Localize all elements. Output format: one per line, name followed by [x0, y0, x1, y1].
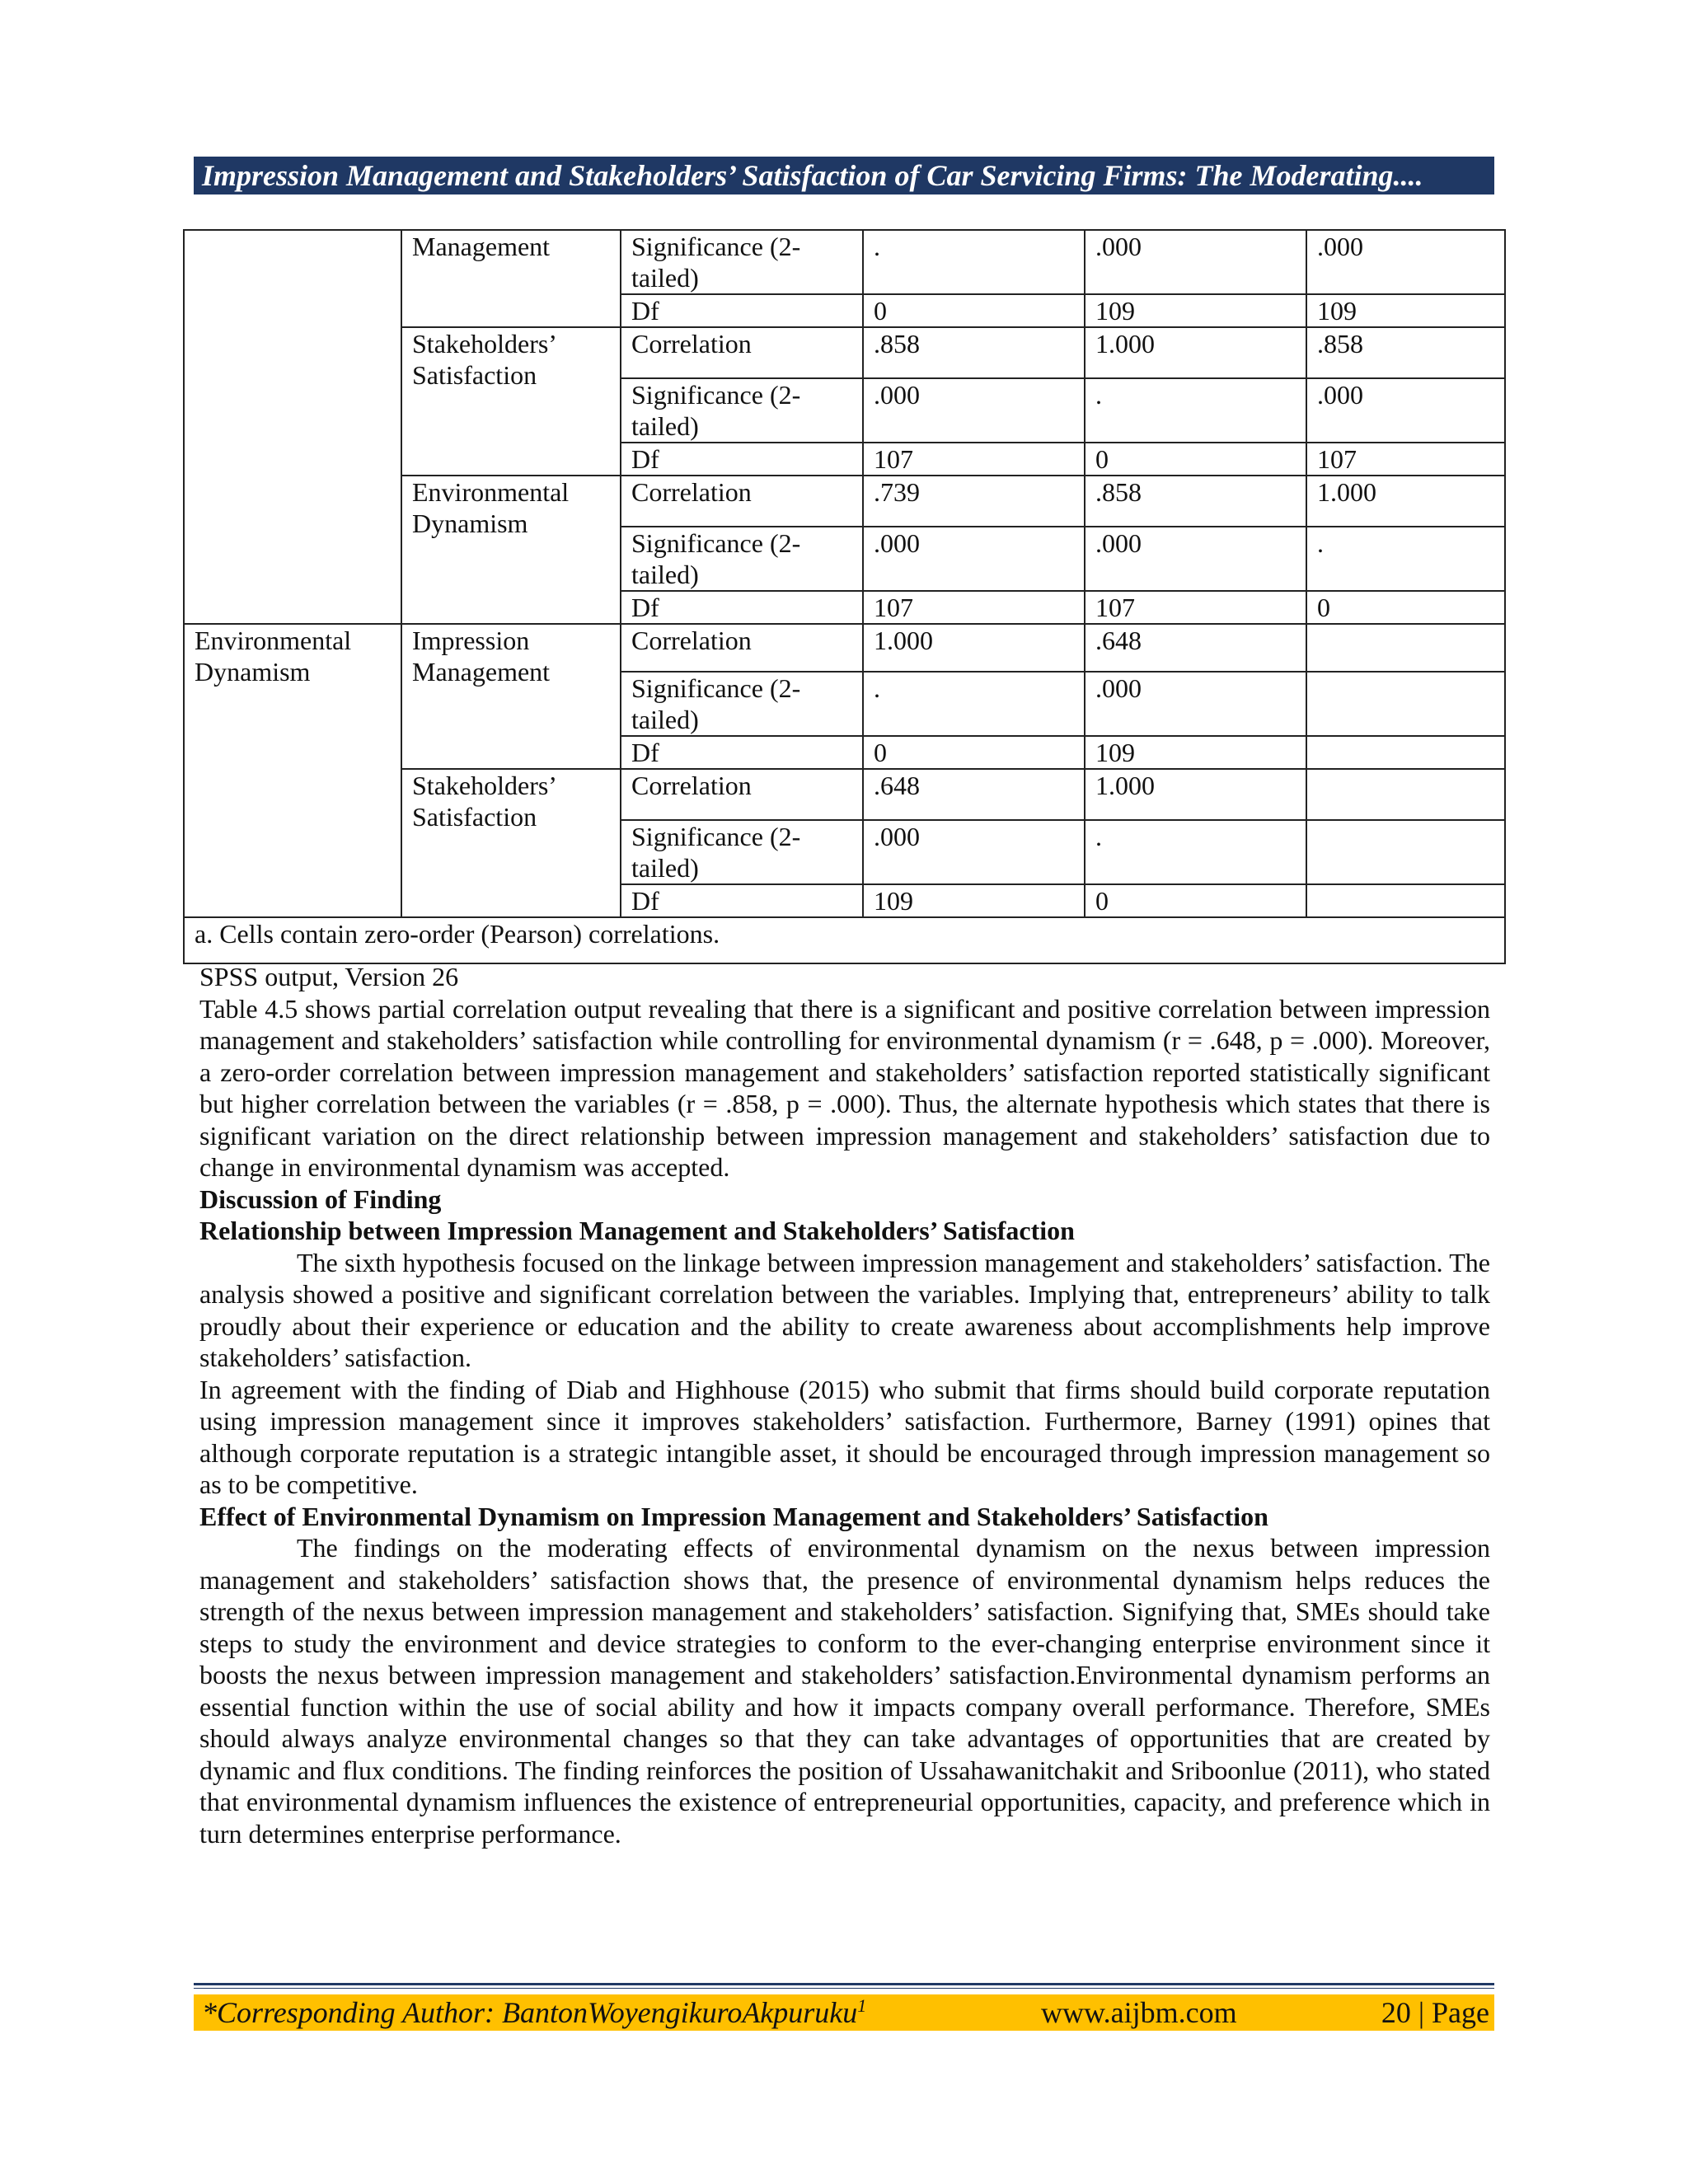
table-row	[184, 624, 1505, 672]
cell: 1.000	[863, 624, 1085, 672]
table-source: SPSS output, Version 26	[199, 962, 459, 991]
cell: .	[1085, 820, 1306, 884]
cell: 109	[863, 884, 1085, 917]
cell	[1306, 820, 1505, 884]
row-label: Significance (2- tailed)	[621, 820, 863, 884]
cell	[1306, 624, 1505, 672]
cell	[1306, 672, 1505, 736]
cell: .648	[1085, 624, 1306, 672]
row-label: Correlation	[621, 624, 863, 672]
cell	[1306, 736, 1505, 769]
control-variable-cell	[184, 230, 401, 624]
row-label: Df	[621, 736, 863, 769]
table-footnote: a. Cells contain zero-order (Pearson) correlations.	[184, 917, 1505, 963]
cell: .000	[863, 820, 1085, 884]
variable-name: Stakeholders’ Satisfaction	[401, 327, 621, 476]
control-variable-name: Environmental Dynamism	[184, 624, 401, 917]
row-label: Correlation	[621, 327, 863, 378]
cell: .000	[1085, 230, 1306, 294]
cell: .000	[1306, 230, 1505, 294]
variable-name: Environmental Dynamism	[401, 476, 621, 624]
table-row	[184, 230, 1505, 294]
corresponding-author: *Corresponding Author: BantonWoyengikuroAkpuruku$^1$	[202, 1995, 867, 2029]
cell: 1.000	[1085, 769, 1306, 820]
table-footnote-row	[184, 917, 1505, 963]
partial-correlation-table	[183, 229, 1506, 964]
paragraph: In agreement with the finding of Diab and Highhouse (2015) who submit that firms should build corporate reputation using impression management since it improves stakeholders’ satisfaction. Furthermore, Barney (1991) opines that although corporate reputation is a strategic intangible asset, it should be encouraged through impression management so as to be competitive.	[199, 1374, 1490, 1499]
paragraph: Table 4.5 shows partial correlation output revealing that there is a significant and positive correlation between impression management and stakeholders’ satisfaction while controlling for environmental dynamism (r = .648, p = .000). Moreover, a zero-order correlation between impression management and stakeholders’ satisfaction reported statistically significant but higher correlation between the variables (r = .858, p = .000). Thus, the alternate hypothesis which states that there is significant variation on the direct relationship between impression management and stakeholders’ satisfaction due to change in environmental dynamism was accepted.	[199, 993, 1490, 1182]
article-body	[199, 961, 1490, 1849]
cell	[1306, 769, 1505, 820]
cell: .000	[1085, 672, 1306, 736]
footer-rule	[194, 1988, 1494, 1989]
variable-name: Management	[401, 230, 621, 327]
row-label: Df	[621, 294, 863, 327]
row-label: Correlation	[621, 769, 863, 820]
running-header: Impression Management and Stakeholders’ Satisfaction of Car Servicing Firms: The Moderating....	[194, 157, 1494, 194]
cell: .000	[863, 527, 1085, 591]
cell: .	[863, 672, 1085, 736]
row-label: Correlation	[621, 476, 863, 527]
cell	[1306, 884, 1505, 917]
section-heading: Discussion of Finding	[199, 1183, 442, 1214]
paragraph: The findings on the moderating effects of environmental dynamism on the nexus between impression management and stakeholders’ satisfaction shows that, the presence of environmental dynamism helps reduces the strength of the nexus between impression management and stakeholders’ satisfaction. Signifying that, SMEs should take steps to study the environment and device strategies to conform to the ever-changing enterprise environment since it boosts the nexus between impression management and stakeholders’ satisfaction.Environmental dynamism performs an essential function within the use of social ability and how it impacts company overall performance. Therefore, SMEs should always analyze environmental changes so that they can take advantages of opportunities that are created by dynamic and flux conditions. The finding reinforces the position of Ussahawanitchakit and Sriboonlue (2011), who stated that environmental dynamism influences the existence of entrepreneurial opportunities, capacity, and preference which in turn determines enterprise performance.	[199, 1533, 1490, 1849]
cell: .858	[1085, 476, 1306, 527]
cell: .000	[1085, 527, 1306, 591]
cell: 0	[1085, 443, 1306, 476]
subsection-heading: Relationship between Impression Management and Stakeholders’ Satisfaction	[199, 1216, 1075, 1245]
cell: .739	[863, 476, 1085, 527]
row-label: Df	[621, 591, 863, 624]
row-label: Df	[621, 443, 863, 476]
variable-name: Stakeholders’ Satisfaction	[401, 769, 621, 917]
footer-rule	[194, 1983, 1494, 1985]
cell: .	[1306, 527, 1505, 591]
row-label: Significance (2- tailed)	[621, 672, 863, 736]
row-label: Df	[621, 884, 863, 917]
cell: .	[1085, 378, 1306, 443]
cell: 0	[1306, 591, 1505, 624]
cell: 0	[863, 736, 1085, 769]
cell: .648	[863, 769, 1085, 820]
cell: 107	[1306, 443, 1505, 476]
cell: 0	[863, 294, 1085, 327]
cell: 109	[1085, 736, 1306, 769]
journal-website: www.aijbm.com	[1041, 1996, 1237, 2029]
cell: 107	[863, 591, 1085, 624]
cell: .858	[863, 327, 1085, 378]
row-label: Significance (2- tailed)	[621, 378, 863, 443]
cell: 107	[863, 443, 1085, 476]
row-label: Significance (2- tailed)	[621, 527, 863, 591]
cell: .858	[1306, 327, 1505, 378]
paragraph: The sixth hypothesis focused on the linkage between impression management and stakeholders’ satisfaction. The analysis showed a positive and significant correlation between the variables. Implying that, entrepreneurs’ ability to talk proudly about their experience or education and the ability to create awareness about accomplishments help improve stakeholders’ satisfaction.	[199, 1247, 1490, 1372]
cell: 0	[1085, 884, 1306, 917]
cell: .	[863, 230, 1085, 294]
row-label: Significance (2- tailed)	[621, 230, 863, 294]
cell: 109	[1306, 294, 1505, 327]
cell: .000	[863, 378, 1085, 443]
subsection-heading: Effect of Environmental Dynamism on Impression Management and Stakeholders’ Satisfaction	[199, 1501, 1268, 1531]
cell: 109	[1085, 294, 1306, 327]
cell: 1.000	[1306, 476, 1505, 527]
variable-name: Impression Management	[401, 624, 621, 769]
cell: 1.000	[1085, 327, 1306, 378]
page-number: 20 | Page	[1381, 1996, 1489, 2029]
cell: 107	[1085, 591, 1306, 624]
cell: .000	[1306, 378, 1505, 443]
page-footer	[194, 1994, 1494, 2031]
